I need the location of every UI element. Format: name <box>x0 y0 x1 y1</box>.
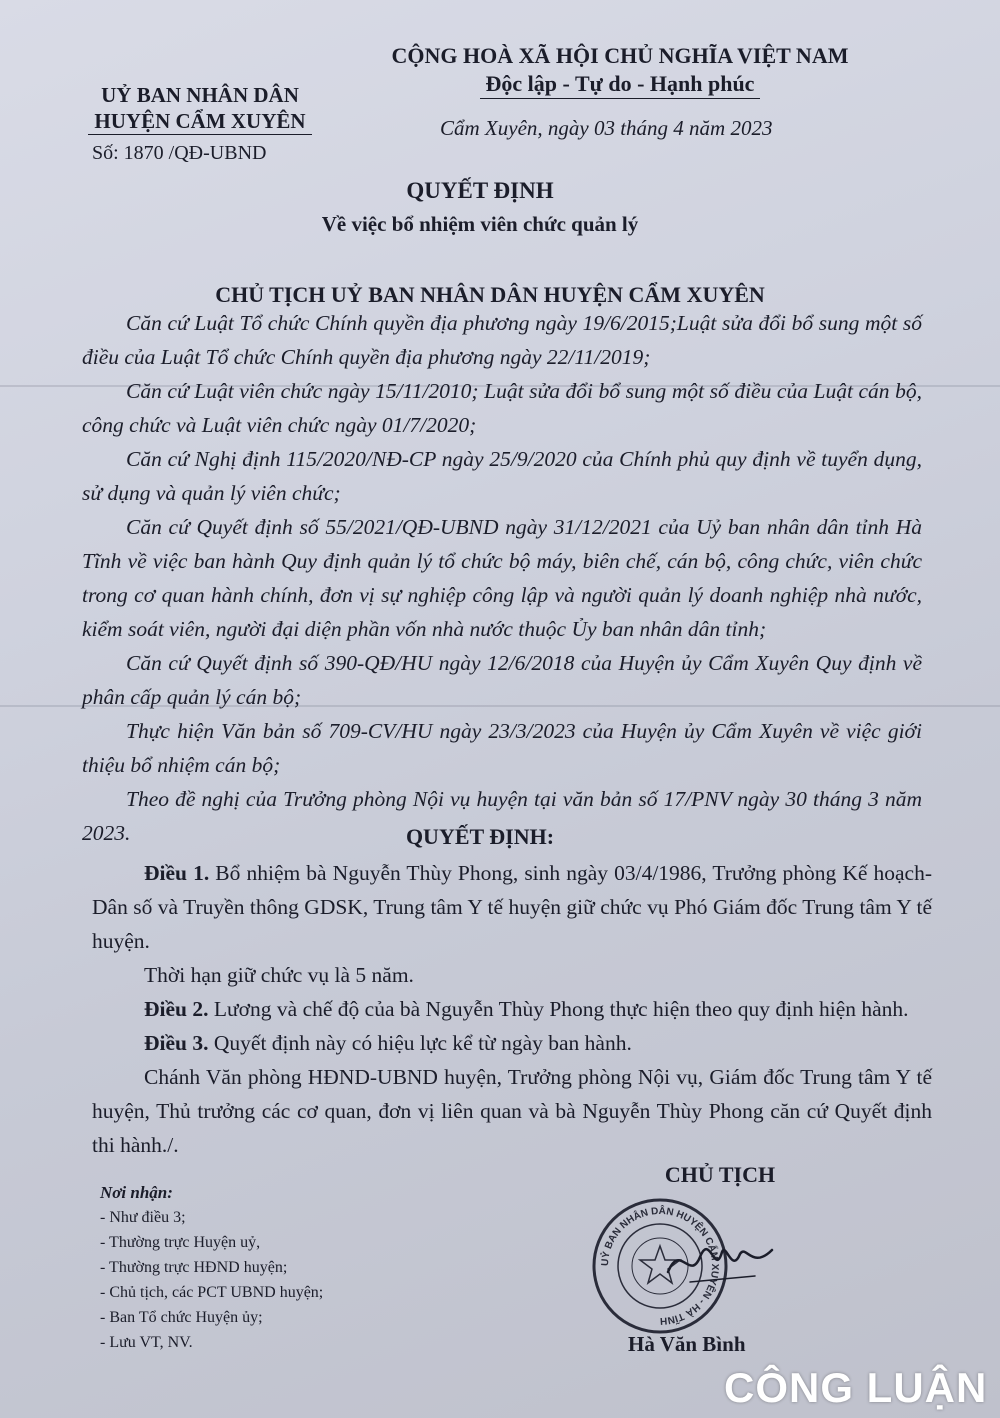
issuing-official: CHỦ TỊCH UỶ BAN NHÂN DÂN HUYỆN CẨM XUYÊN <box>215 282 765 307</box>
signer-name: Hà Văn Bình <box>628 1332 746 1356</box>
basis-paragraph: Căn cứ Quyết định số 55/2021/QĐ-UBND ngày 31/12/2021 của Uỷ ban nhân dân tỉnh Hà Tĩnh về việc ban hành Quy định quản lý tổ chức bộ máy, biên chế, cán bộ, công chức, viên chức trong cơ quan hành chính, đơn vị sự nghiệp công lập và người quản lý doanh nghiệp nhà nước, kiểm soát viên, người đại diện phần vốn nhà nước thuộc Ủy ban nhân dân tỉnh; <box>82 515 922 641</box>
recipient-item: - Ban Tổ chức Huyện ủy; <box>100 1309 263 1326</box>
article-3-label: Điều 3. <box>144 1031 209 1055</box>
basis-paragraph: Căn cứ Luật Tổ chức Chính quyền địa phương ngày 19/6/2015;Luật sửa đổi bổ sung một số điều của Luật Tổ chức Chính quyền địa phương ngày 22/11/2019; <box>82 311 922 369</box>
article-3-text: Quyết định này có hiệu lực kể từ ngày ban hành. <box>208 1031 632 1055</box>
recipient-item: - Thường trực HĐND huyện; <box>100 1259 288 1276</box>
document-subtitle: Về việc bổ nhiệm viên chức quản lý <box>321 212 639 236</box>
articles <box>92 856 932 1162</box>
date-line: Cẩm Xuyên, ngày 03 tháng 4 năm 2023 <box>440 116 773 140</box>
article-1-text: Bổ nhiệm bà Nguyễn Thùy Phong, sinh ngày 03/4/1986, Trưởng phòng Kế hoạch-Dân số và Truyền thông GDSK, Trung tâm Y tế huyện giữ chức vụ Phó Giám đốc Trung tâm Y tế huyện. <box>92 861 933 953</box>
basis-paragraph: Thực hiện Văn bản số 709-CV/HU ngày 23/3/2023 của Huyện ủy Cẩm Xuyên về việc giới thiệu bổ nhiệm cán bộ; <box>82 719 922 777</box>
org-name-line2: HUYỆN CẨM XUYÊN <box>88 108 311 135</box>
publisher-watermark: CÔNG LUẬN <box>724 1364 988 1411</box>
nation-name: CỘNG HOÀ XÃ HỘI CHỦ NGHĨA VIỆT NAM <box>391 43 849 68</box>
basis-paragraph: Căn cứ Quyết định số 390-QĐ/HU ngày 12/6/2018 của Huyện ủy Cẩm Xuyên Quy định về phân cấp quản lý cán bộ; <box>82 651 922 709</box>
execution-clause: Chánh Văn phòng HĐND-UBND huyện, Trưởng phòng Nội vụ, Giám đốc Trung tâm Y tế huyện, Thủ trưởng các cơ quan, đơn vị liên quan và bà Nguyễn Thùy Phong căn cứ Quyết định thi hành./. <box>92 1065 932 1157</box>
article-2-label: Điều 2. <box>144 997 209 1021</box>
basis-paragraph: Căn cứ Nghị định 115/2020/NĐ-CP ngày 25/9/2020 của Chính phủ quy định về tuyển dụng, sử dụng và quản lý viên chức; <box>82 447 922 505</box>
recipients-title: Nơi nhận: <box>100 1183 173 1202</box>
basis-paragraph: Căn cứ Luật viên chức ngày 15/11/2010; Luật sửa đổi bổ sung một số điều của Luật cán bộ, công chức và Luật viên chức ngày 01/7/2020; <box>82 379 922 437</box>
article-2 <box>92 992 932 1026</box>
article-2-text: Lương và chế độ của bà Nguyễn Thùy Phong thực hiện theo quy định hiện hành. <box>208 997 909 1021</box>
seal-text: UỶ BAN NHÂN DÂN HUYỆN CẨM XUYÊN - HÀ TĨNH <box>599 1205 721 1327</box>
document-title: QUYẾT ĐỊNH <box>406 178 554 203</box>
recipient-item: - Chủ tịch, các PCT UBND huyện; <box>100 1284 324 1301</box>
handwritten-signature-icon <box>660 1232 780 1292</box>
recipient-item: - Lưu VT, NV. <box>100 1334 193 1351</box>
recipient-item: - Như điều 3; <box>100 1209 186 1226</box>
issuing-authority <box>80 82 320 135</box>
decision-heading: QUYẾT ĐỊNH: <box>405 824 555 849</box>
recipient-item: - Thường trực Huyện uỷ, <box>100 1234 261 1251</box>
recipients-list <box>100 1180 430 1355</box>
signature-block <box>570 1162 830 1356</box>
legal-basis <box>82 306 922 850</box>
basis-paragraph: Theo đề nghị của Trưởng phòng Nội vụ huyện tại văn bản số 17/PNV ngày 30 tháng 3 năm 2023. <box>82 787 922 845</box>
signer-title: CHỦ TỊCH <box>664 1162 776 1187</box>
article-1 <box>92 856 932 958</box>
nation-motto: Độc lập - Tự do - Hạnh phúc <box>480 70 761 99</box>
term-of-office: Thời hạn giữ chức vụ là 5 năm. <box>144 963 414 987</box>
article-3 <box>92 1026 932 1060</box>
article-1-label: Điều 1. <box>144 861 210 885</box>
org-name-line1: UỶ BAN NHÂN DÂN <box>101 83 299 107</box>
national-header <box>370 42 870 99</box>
document-number: Số: 1870 /QĐ-UBND <box>92 142 267 164</box>
